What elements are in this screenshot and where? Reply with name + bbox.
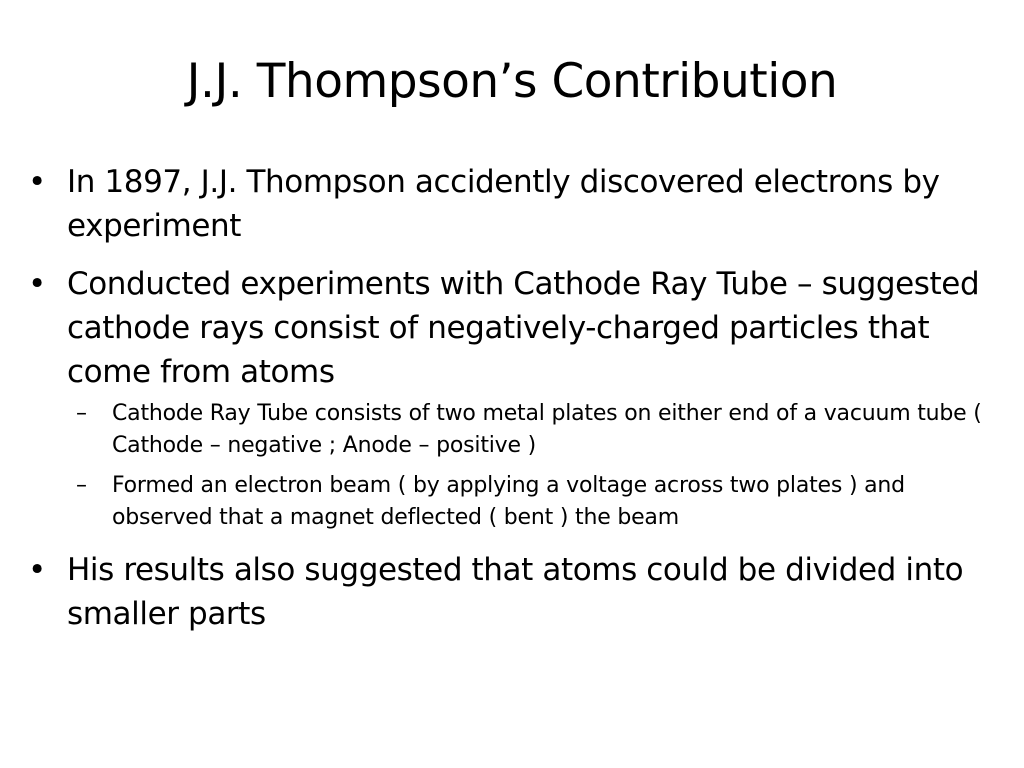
bullet-item [28,548,998,636]
bullet-item [28,262,998,394]
sub-bullet-text: Cathode Ray Tube consists of two metal plates on either end of a vacuum tube ( Cathode – negative ; Anode – positive ) [112,401,982,458]
bullet-marker: • [28,266,46,302]
sub-bullet-list [28,398,998,534]
bullet-marker: • [28,164,46,200]
bullet-text: His results also suggested that atoms could be divided into smaller parts [67,552,964,632]
bullet-text: Conducted experiments with Cathode Ray Tube – suggested cathode rays consist of negatively-charged particles that come from atoms [67,266,980,390]
sub-bullet-marker: – [76,401,87,426]
bullet-text: In 1897, J.J. Thompson accidently discovered electrons by experiment [67,164,940,244]
slide-body [28,160,998,650]
slide-title: J.J. Thompson’s Contribution [186,54,838,109]
sub-bullet-item [28,470,998,534]
bullet-marker: • [28,552,46,588]
sub-bullet-marker: – [76,473,87,498]
sub-bullet-text: Formed an electron beam ( by applying a voltage across two plates ) and observed that a magnet deflected ( bent ) the beam [112,473,905,530]
sub-bullet-item [28,398,998,462]
bullet-item [28,160,998,248]
